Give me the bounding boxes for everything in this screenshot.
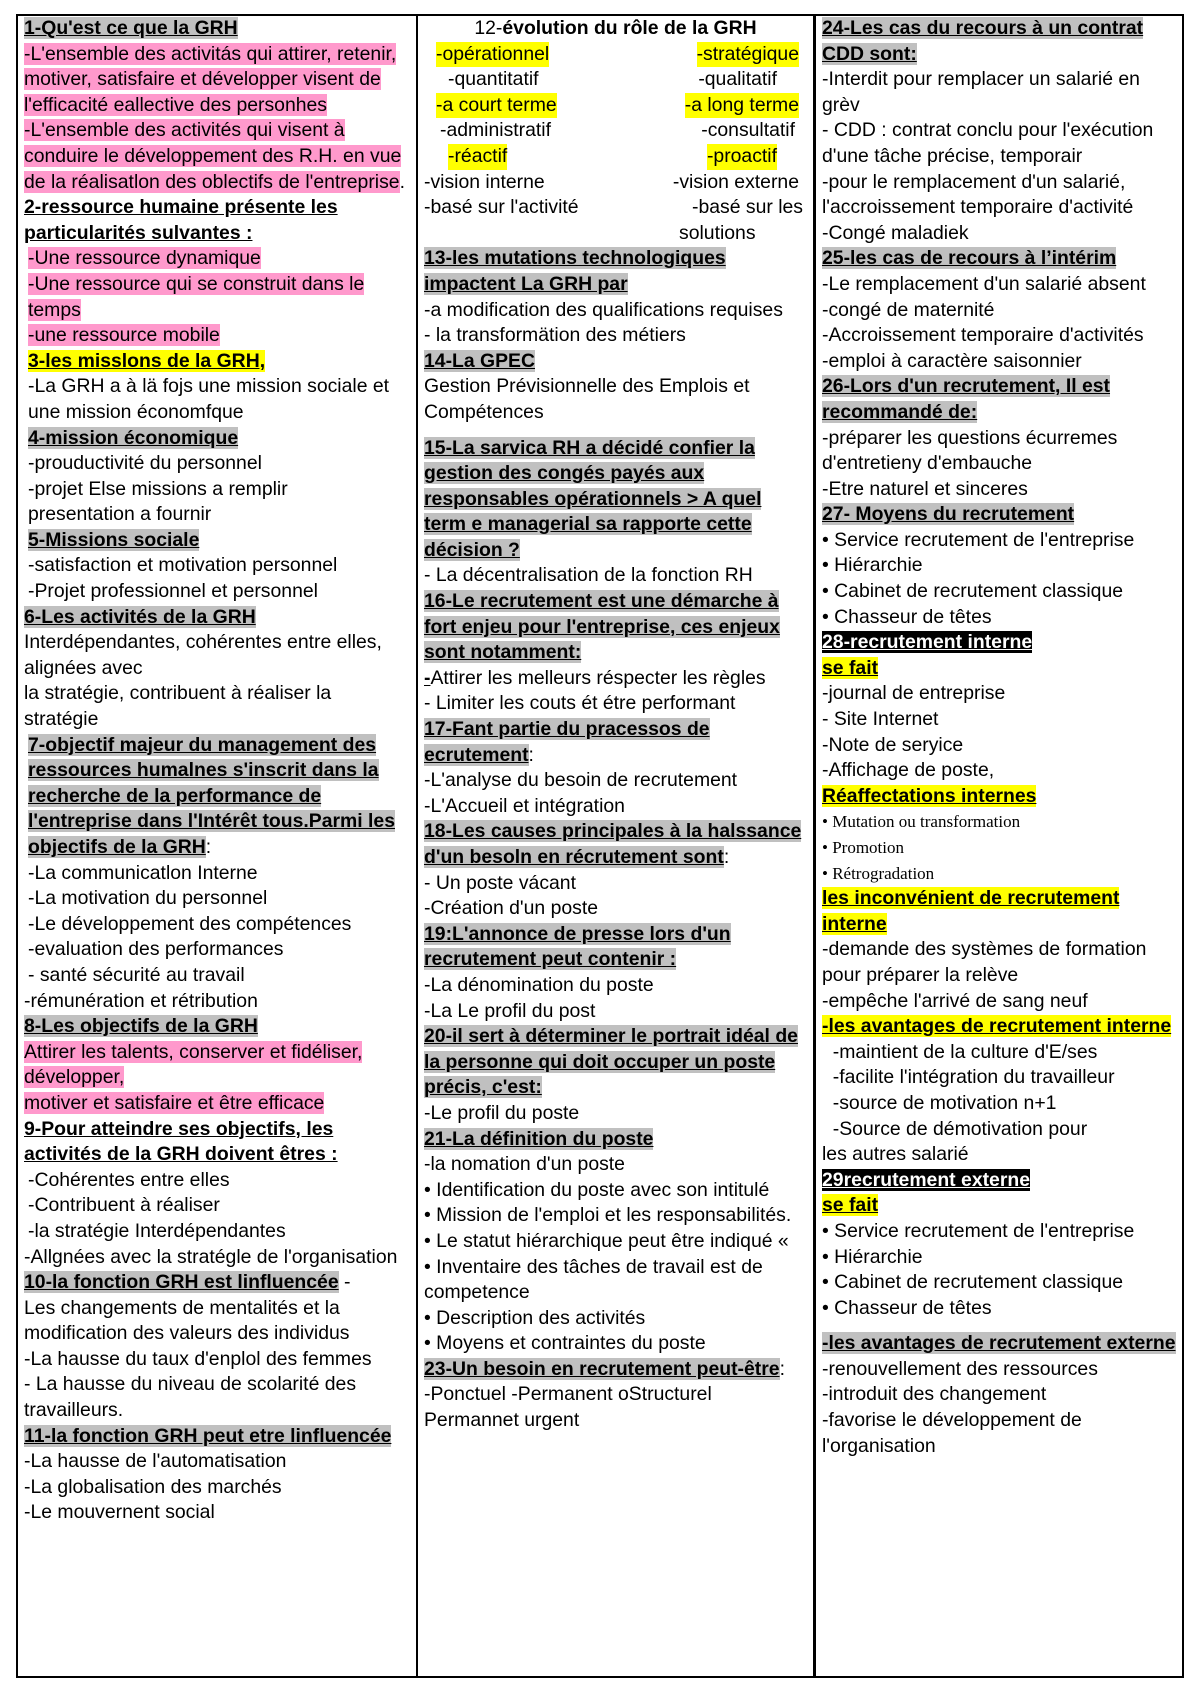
list-item: • Inventaire des tâches de travail est de competence bbox=[424, 1255, 763, 1304]
comparison-right: -consultatif bbox=[701, 119, 795, 142]
list-item: • Chasseur de têtes bbox=[822, 1296, 992, 1319]
comparison-right: -vision externe bbox=[672, 170, 799, 193]
section-16-title: 16-Le recrutement est une démarche à fort enjeu pour l'entreprise, ces enjeux sont notamment: bbox=[424, 590, 780, 664]
list-item: -Une ressource qui se construit dans le temps bbox=[28, 272, 365, 321]
list-item: -La motivation du personnel bbox=[28, 887, 268, 910]
section-14-text: Gestion Prévisionnelle des Emplois et Compétences bbox=[424, 375, 750, 423]
list-item: -favorise le développement de l'organisation bbox=[822, 1409, 1082, 1457]
list-item: -renouvellement des ressources bbox=[822, 1357, 1098, 1380]
section-20-answer: -Le profil du poste bbox=[424, 1101, 580, 1124]
list-item: -congé de maternité bbox=[822, 298, 995, 321]
list-item: • Promotion bbox=[822, 838, 904, 857]
section-20-title: 20-il sert à déterminer le portrait idéal de la personne qui doit occuper un poste précis, c'est: bbox=[424, 1025, 798, 1099]
comparison-row bbox=[424, 195, 807, 221]
section-7-title: 7-objectif majeur du management des ressources humalnes s'inscrit dans la recherche de la performance de l'entreprise dans l'Intérêt tous.Parmi les objectifs de la GRH bbox=[28, 733, 395, 858]
list-item: • Cabinet de recrutement classique bbox=[822, 580, 1124, 603]
list-item: • Rétrogradation bbox=[822, 863, 935, 883]
section-23-title: 23-Un besoin en recrutement peut-être bbox=[424, 1357, 780, 1380]
list-item: - CDD : contrat conclu pour l'exécution d'une tâche précise, temporair bbox=[822, 119, 1154, 167]
section-1-period: . bbox=[399, 170, 405, 193]
section-26-title: 26-Lors d'un recrutement, Il est recommandé de: bbox=[822, 375, 1111, 423]
list-item: • Identification du poste avec son intitulé bbox=[424, 1178, 770, 1201]
section-18-title: 18-Les causes principales à la halssance d'un besoln en récrutement sont bbox=[424, 820, 802, 868]
list-item: -Affichage de poste, bbox=[822, 759, 995, 782]
section-6-title: 6-Les activités de la GRH bbox=[24, 605, 256, 628]
list-item: -Une ressource dynamique bbox=[28, 247, 261, 270]
comparison-row bbox=[424, 118, 807, 144]
section-10-dash: - bbox=[338, 1271, 351, 1294]
list-item: • Moyens et contraintes du poste bbox=[424, 1332, 706, 1355]
section-6-text-2: la stratégie, contribuent à réaliser la stratégie bbox=[24, 682, 332, 731]
list-item: -facilite l'intégration du travailleur bbox=[822, 1066, 1115, 1089]
section-18-colon: : bbox=[723, 846, 730, 868]
list-item: -journal de entreprise bbox=[822, 682, 1006, 705]
list-item: • Chasseur de têtes bbox=[822, 605, 992, 628]
comparison-right: -basé sur les bbox=[691, 196, 803, 219]
list-item: -empêche l'arrivé de sang neuf bbox=[822, 989, 1088, 1012]
comparison-right: -proactif bbox=[707, 144, 777, 170]
comparison-left: -basé sur l'activité bbox=[424, 196, 579, 219]
list-item: -rémunération et rétribution bbox=[24, 989, 258, 1012]
comparison-left: -quantitatif bbox=[448, 68, 539, 91]
section-29-title: 29recrutement externe bbox=[822, 1168, 1031, 1191]
list-item: -Le mouvernent social bbox=[24, 1501, 215, 1524]
list-item: - la transformätion des métiers bbox=[424, 324, 686, 347]
column-1 bbox=[18, 16, 418, 1676]
list-item: • Hiérarchie bbox=[822, 554, 923, 577]
comparison-left: -a court terme bbox=[436, 93, 557, 119]
list-item: -Accroissement temporaire d'activités bbox=[822, 324, 1144, 347]
avantages-externe-title: -les avantages de recrutement externe bbox=[822, 1332, 1176, 1355]
list-item: -Projet professionnel et personnel bbox=[28, 580, 318, 603]
list-item: -Le développement des compétences bbox=[28, 912, 352, 935]
section-8-title: 8-Les objectifs de la GRH bbox=[24, 1015, 258, 1038]
section-29-subtitle: se fait bbox=[822, 1194, 879, 1217]
list-item: les autres salarié bbox=[822, 1143, 969, 1166]
section-1-definition-1: -L'ensemble des activitás qui attirer, retenir, motiver, satisfaire et développer visent de l'efficacité eallective des personhes bbox=[24, 42, 397, 116]
list-item: • Mutation ou transformation bbox=[822, 812, 1021, 832]
section-28-title: 28-recrutement interne bbox=[822, 631, 1033, 654]
list-item: -la stratégie Interdépendantes bbox=[28, 1219, 286, 1242]
list-item: -L'analyse du besoin de recrutement bbox=[424, 769, 738, 792]
comparison-tail: solutions bbox=[679, 221, 756, 244]
list-item: -Cohérentes entre elles bbox=[28, 1168, 230, 1191]
list-item: • Description des activités bbox=[424, 1306, 646, 1329]
comparison-row bbox=[424, 42, 807, 68]
reaffectations-title: Réaffectations internes bbox=[822, 784, 1037, 807]
section-19-title: 19:L'annonce de presse lors d'un recrutement peut contenir : bbox=[424, 922, 731, 971]
comparison-right: -qualitatif bbox=[698, 68, 777, 91]
section-6-text: Interdépendantes, cohérentes entre elles, alignées avec bbox=[24, 631, 382, 679]
list-item: Les changements de mentalités et la modification des valeurs des individus bbox=[24, 1296, 350, 1345]
list-item: -Congé maladiek bbox=[822, 221, 969, 244]
list-item: -emploi à caractère saisonnier bbox=[822, 349, 1082, 372]
list-item: -La globalisation des marchés bbox=[24, 1475, 282, 1498]
list-item: -préparer les questions écurremes d'entretieny d'embauche bbox=[822, 426, 1118, 475]
section-16-dash: - bbox=[424, 666, 431, 689]
list-item: • Service recrutement de l'entreprise bbox=[822, 528, 1135, 551]
section-2-title: 2-ressource humaine présente les particularités sulvantes : bbox=[24, 196, 338, 244]
list-item: - Limiter les couts ét étre performant bbox=[424, 692, 736, 715]
section-23-colon: : bbox=[779, 1357, 785, 1380]
list-item: Permannet urgent bbox=[424, 1409, 580, 1432]
list-item: -Interdit pour remplacer un salarié en grèv bbox=[822, 68, 1140, 116]
column-2 bbox=[418, 16, 816, 1676]
list-item: -Source de démotivation pour bbox=[822, 1117, 1088, 1140]
section-17-title: 17-Fant partie du pracessos de ecrutement bbox=[424, 718, 710, 766]
comparison-row bbox=[424, 67, 807, 93]
list-item: - Un poste vácant bbox=[424, 871, 576, 894]
comparison-right: -stratégique bbox=[697, 42, 799, 68]
section-9-title: 9-Pour atteindre ses objectifs, les activités de la GRH doivent êtres : bbox=[24, 1117, 338, 1166]
section-21-title: 21-La définition du poste bbox=[424, 1127, 654, 1150]
section-15-title: 15-La sarvica RH a décidé confier la gestion des congés payés aux responsables opérationnels > A quel term e managerial sa rapporte cette décision ? bbox=[424, 436, 762, 561]
list-item: -pour le remplacement d'un salarié, l'accroissement temporaire d'activité bbox=[822, 170, 1134, 219]
comparison-row bbox=[424, 144, 807, 170]
section-15-answer: - La décentralisation de la fonction RH bbox=[424, 564, 753, 587]
list-item: -prouductivité du personnel bbox=[28, 452, 262, 475]
section-27-title: 27- Moyens du recrutement bbox=[822, 503, 1075, 526]
section-11-title: 11-la fonction GRH peut etre linfluencée bbox=[24, 1424, 392, 1447]
section-25-title: 25-les cas de recours à l’intérim bbox=[822, 247, 1117, 270]
list-item: -La hausse de l'automatisation bbox=[24, 1450, 287, 1473]
list-item: -Allgnées avec la stratégle de l'organisation bbox=[24, 1245, 398, 1268]
list-item: -maintient de la culture d'E/ses bbox=[822, 1040, 1098, 1063]
list-item: -la nomation d'un poste bbox=[424, 1153, 625, 1176]
list-item: • Le statut hiérarchique peut être indiqué « bbox=[424, 1229, 789, 1252]
list-item: -Le remplacement d'un salarié absent bbox=[822, 272, 1146, 295]
column-3 bbox=[816, 16, 1182, 1676]
list-item: -Création d'un poste bbox=[424, 897, 599, 920]
section-10-title: 10-la fonction GRH est linfluencée bbox=[24, 1271, 339, 1294]
list-item: -a modification des qualifications requises bbox=[424, 298, 783, 321]
list-item: -une ressource mobile bbox=[28, 324, 220, 347]
list-item: -source de motivation n+1 bbox=[822, 1091, 1057, 1114]
section-3-text: -La GRH a à lä fojs une mission sociale et une mission économfque bbox=[28, 375, 390, 423]
list-item: motiver et satisfaire et être efficace bbox=[24, 1091, 325, 1114]
list-item: Attirer les talents, conserver et fidéliser, développer, bbox=[24, 1040, 363, 1089]
section-1-title: 1-Qu'est ce que la GRH bbox=[24, 17, 238, 39]
section-14-title: 14-La GPEC bbox=[424, 349, 535, 372]
section-7-colon: : bbox=[205, 836, 212, 858]
section-1-definition-2: -L'ensemble des activités qui visent à conduire le développement des R.H. en vue de la réalisatlon des oblectifs de l'entreprise bbox=[24, 119, 402, 193]
list-item: -Etre naturel et sinceres bbox=[822, 477, 1028, 500]
list-item: -Note de seryice bbox=[822, 733, 964, 756]
section-28-subtitle: se fait bbox=[822, 656, 879, 679]
list-item: -Contribuent à réaliser bbox=[28, 1194, 220, 1217]
list-item: -L'Accueil et intégration bbox=[424, 794, 625, 817]
list-item: -evaluation des performances bbox=[28, 938, 284, 961]
section-13-title: 13-les mutations technologiques impactent La GRH par bbox=[424, 247, 726, 295]
list-item: - Site Internet bbox=[822, 708, 939, 731]
section-24-title: 24-Les cas du recours à un contrat CDD sont: bbox=[822, 17, 1144, 65]
comparison-left: -administratif bbox=[440, 119, 551, 142]
list-item: • Cabinet de recrutement classique bbox=[822, 1271, 1124, 1294]
comparison-row bbox=[424, 170, 807, 196]
section-4-title: 4-mission économique bbox=[28, 426, 239, 449]
section-12-title: évolution du rôle de la GRH bbox=[502, 17, 757, 39]
list-item: -satisfaction et motivation personnel bbox=[28, 554, 338, 577]
list-item: -projet Else missions a remplir bbox=[28, 477, 288, 500]
list-item: • Service recrutement de l'entreprise bbox=[822, 1219, 1135, 1242]
comparison-row bbox=[424, 93, 807, 119]
comparison-left: -opérationnel bbox=[436, 42, 549, 68]
list-item: - santé sécurité au travail bbox=[28, 963, 245, 986]
comparison-left: -vision interne bbox=[424, 170, 545, 193]
comparison-left: -réactif bbox=[448, 144, 507, 170]
document-table bbox=[16, 14, 1184, 1678]
list-item: - La hausse du niveau de scolarité des travailleurs. bbox=[24, 1373, 357, 1422]
section-5-title: 5-Missions sociale bbox=[28, 528, 200, 551]
avantages-interne-title: -les avantages de recrutement interne bbox=[822, 1015, 1172, 1038]
list-item: -La Le profil du post bbox=[424, 999, 596, 1022]
list-item: -introduit des changement bbox=[822, 1383, 1047, 1406]
list-item: Attirer les melleurs réspecter les règles bbox=[430, 666, 766, 689]
list-item: -Ponctuel -Permanent oStructurel bbox=[424, 1383, 712, 1406]
list-item: -La hausse du taux d'enplol des femmes bbox=[24, 1347, 372, 1370]
section-17-colon: : bbox=[528, 743, 534, 766]
list-item: -demande des systèmes de formation pour préparer la relève bbox=[822, 938, 1147, 986]
list-item: -La dénomination du poste bbox=[424, 973, 654, 996]
section-3-title: 3-les misslons de la GRH, bbox=[28, 349, 266, 372]
list-item: • Mission de l'emploi et les responsabilités. bbox=[424, 1204, 792, 1227]
comparison-right: -a long terme bbox=[685, 93, 799, 119]
section-12-number: 12- bbox=[474, 17, 503, 39]
inconvenients-title: les inconvénient de recrutement interne bbox=[822, 887, 1120, 935]
list-item: -La communicatlon Interne bbox=[28, 861, 258, 884]
list-item: presentation a fournir bbox=[28, 503, 212, 526]
list-item: • Hiérarchie bbox=[822, 1245, 923, 1268]
